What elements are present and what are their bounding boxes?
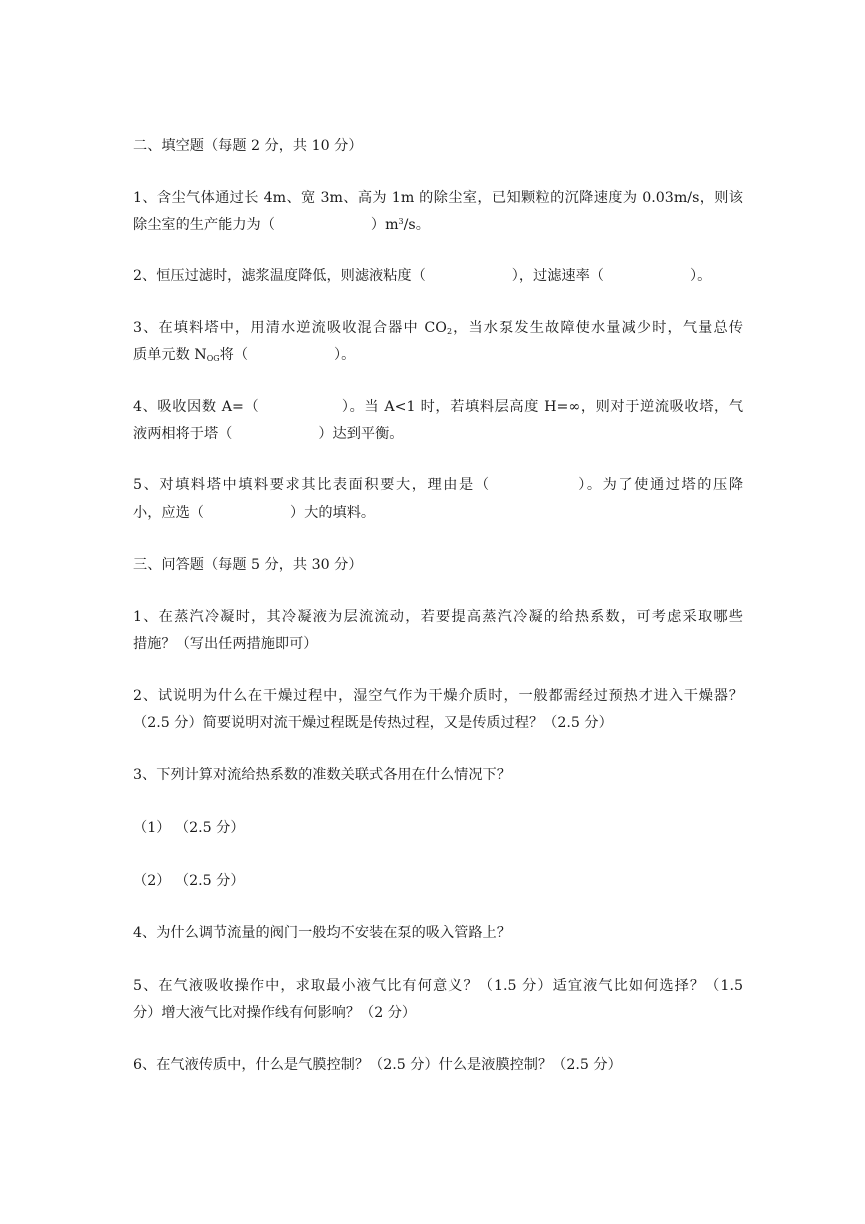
s2-q5-line1-pre: 5、对填料塔中填料要求其比表面积要大，理由是（ — [133, 477, 491, 493]
s3-q6-line1: 6、在气液传质中，什么是气膜控制？（2.5 分）什么是液膜控制？（2.5 分） — [133, 1057, 622, 1073]
s2-q2-pre: 2、恒压过滤时，滤浆温度降低，则滤液粘度（ — [133, 268, 426, 284]
s3-q3-sub1: （1） （2.5 分） — [133, 820, 245, 836]
s2-q4-line2 — [133, 424, 743, 444]
s2-q1-line2-pre: 除尘室的生产能力为（ — [133, 217, 275, 233]
s2-q4-line2-post: ）达到平衡。 — [318, 426, 404, 442]
subscript: OG — [206, 354, 220, 363]
s3-q3-line1: 3、下列计算对流给热系数的准数关联式各用在什么情况下？ — [133, 767, 511, 783]
s3-q2-line1: 2、试说明为什么在干燥过程中，湿空气作为干燥介质时，一般都需经过预热才进入干燥器？ — [133, 688, 743, 704]
s2-q3-line2-end: ）。 — [334, 347, 356, 363]
s2-q2-mid: ），过滤速率（ — [511, 268, 604, 284]
s2-q3-line2-pre: 质单元数 N — [133, 347, 207, 363]
s3-q3-sub2: （2） （2.5 分） — [133, 873, 245, 889]
s2-q2-line — [133, 266, 743, 286]
s2-q4-line1-pre: 4、吸收因数 A=（ — [133, 399, 260, 415]
s2-q3-line2 — [133, 345, 743, 365]
s3-q1-line1: 1、在蒸汽冷凝时，其冷凝液为层流流动，若要提高蒸汽冷凝的给热系数，可考虑采取哪些 — [133, 609, 743, 625]
s2-q3-line1-pre: 3、在填料塔中，用清水逆流吸收混合器中 CO — [133, 320, 447, 336]
s2-q1-line1: 1、含尘气体通过长 4m、宽 3m、高为 1m 的除尘室，已知颗粒的沉降速度为 0.03m/s，则该 — [133, 190, 743, 206]
s2-q5-line1-post: ）。为了使通过塔的压降 — [576, 477, 744, 493]
s2-q5-line2 — [133, 503, 743, 523]
s3-q1-line2: 措施？（写出任两措施即可） — [133, 636, 318, 652]
s3-q2-line2: （2.5 分）简要说明对流干燥过程既是传热过程，又是传质过程？（2.5 分） — [133, 715, 613, 731]
s2-q2-end: ）。 — [690, 268, 712, 284]
section-3-title: 三、问答题（每题 5 分，共 30 分） — [133, 557, 363, 573]
s2-q1-line2-end: /s。 — [403, 217, 430, 233]
s2-q3-line1 — [133, 318, 743, 338]
s3-q5-line1: 5、在气液吸收操作中，求取最小液气比有何意义？（1.5 分）适宜液气比如何选择？（1.5 — [133, 978, 743, 994]
s2-q4-line2-pre: 液两相将于塔（ — [133, 426, 233, 442]
superscript: 3 — [398, 217, 404, 226]
s2-q1-line2 — [133, 215, 743, 235]
subscript: 2 — [446, 327, 453, 336]
s2-q5-line1 — [133, 475, 743, 495]
s2-q5-line2-pre: 小，应选（ — [133, 505, 204, 521]
s2-q1-line2-post: ）m — [370, 217, 399, 233]
s3-q4-line1: 4、为什么调节流量的阀门一般均不安装在泵的吸入管路上？ — [133, 925, 511, 941]
s3-q5-line2: 分）增大液气比对操作线有何影响？（2 分） — [133, 1005, 417, 1021]
s2-q3-line2-mid: 将（ — [219, 347, 249, 363]
s2-q5-line2-post: ）大的填料。 — [289, 505, 376, 521]
s2-q4-line1 — [133, 397, 743, 417]
s2-q3-line1-post: ，当水泵发生故障使水量减少时，气量总传 — [452, 320, 743, 336]
s2-q4-line1-post: ）。当 A<1 时，若填料层高度 H=∞，则对于逆流吸收塔，气 — [341, 399, 744, 415]
section-2-title: 二、填空题（每题 2 分，共 10 分） — [133, 138, 363, 154]
